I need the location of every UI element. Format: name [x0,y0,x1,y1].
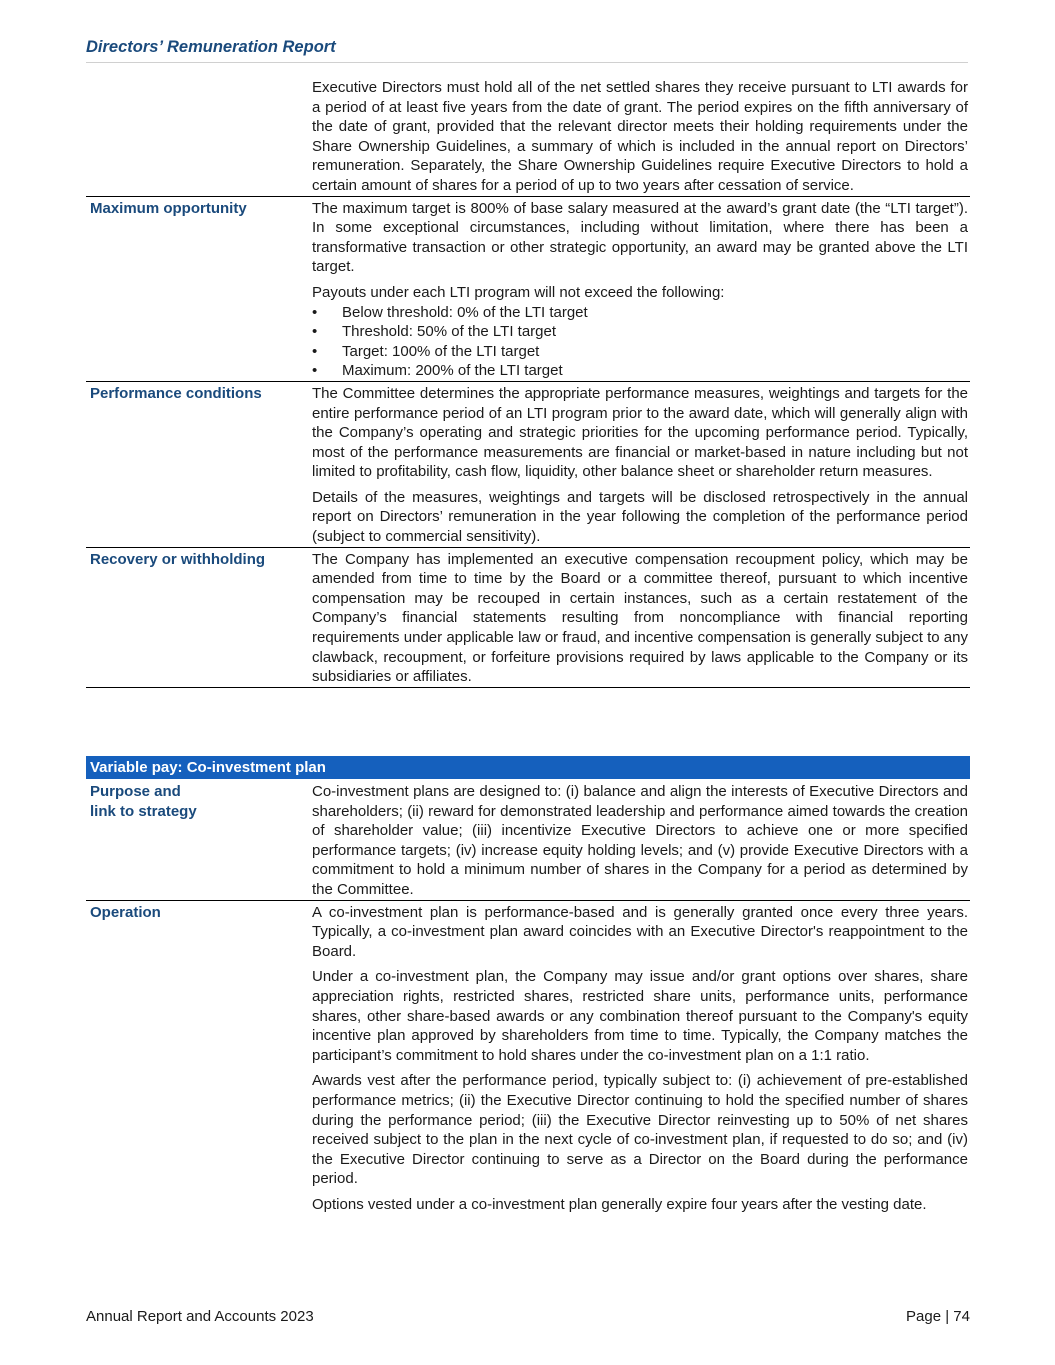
paragraph: Details of the measures, weightings and targets will be disclosed retrospectively in the annual report on Directors’ remuneration in the year following the completion of the performance period (subject to commercial sensitivity). [312,488,968,546]
row-content [312,903,968,1215]
row-content [312,782,968,900]
row-label: Maximum opportunity [90,199,247,217]
row-label-line: link to strategy [90,802,197,820]
paragraph: Under a co-investment plan, the Company may issue and/or grant options over shares, share appreciation rights, restricted shares, restricted share units, performance units, performance shares, other share-based awards or any combination thereof pursuant to the Company's equity incentive plan approved by shareholders from time to time. Typically, the Company matches the participant’s commitment to hold shares under the co-investment plan on a 1:1 ratio. [312,968,968,1064]
payout-list [312,303,968,381]
paragraph: A co-investment plan is performance-based and is generally granted once every three years. Typically, a co-investment plan award coincides with an Executive Director's reappointment to the Board. [312,903,968,960]
row-label [86,78,312,196]
list-item: • Maximum: 200% of the LTI target [312,361,968,381]
table-row [86,78,970,197]
paragraph: Awards vest after the performance period, typically subject to: (i) achievement of pre-established performance metrics; (ii) the Executive Director continuing to hold the specified number of shares during the performance period; (iii) the Executive Director reinvesting up to 50% of net shares received subject to the plan in the next cycle of co-investment plan, if requested to do so; and (iv) the Executive Director continuing to serve as a Director on the Board during the performance period. [312,1072,968,1188]
table-row [86,782,970,901]
table-row [86,548,970,688]
section-title: Variable pay: Co-investment plan [86,756,970,779]
row-label: Operation [90,903,161,921]
footer-report-title: Annual Report and Accounts 2023 [86,1308,314,1325]
row-content [312,384,968,547]
list-item: • Threshold: 50% of the LTI target [312,322,968,342]
table-row [86,197,970,382]
row-label-line: Purpose and [90,783,181,800]
row-content [312,199,968,381]
paragraph: Co-investment plans are designed to: (i) balance and align the interests of Executive Directors and shareholders; (ii) reward for demonstrated leadership and performance aimed towards the creation of shareholder value; (iii) incentivize Executive Directors to achieve one or more specified performance targets; (iv) increase equity holding levels; and (v) provide Executive Directors with a commitment to hold a minimum number of shares in the Company for a period as determined by the Committee. [312,783,968,898]
paragraph: The maximum target is 800% of base salary measured at the award’s grant date (the “LTI target”). In some exceptional circumstances, including without limitation, where there has been a transformative transaction or other strategic opportunity, an award may be granted above the LTI target. [312,199,968,276]
page-header-title: Directors’ Remuneration Report [86,38,968,63]
page-number: Page | 74 [906,1308,970,1325]
paragraph: Payouts under each LTI program will not exceed the following: [312,283,725,301]
paragraph: The Committee determines the appropriate performance measures, weightings and targets for the entire performance period of an LTI program prior to the award date, which will generally align with the Company’s operating and strategic priorities for the upcoming performance period. Typically, most of the performance measurements are financial or market-based in nature including but not limited to profitability, cash flow, liquidity, other balance sheet or shareholder return measures. [312,384,968,481]
paragraph: The Company has implemented an executive compensation recoupment policy, which may be amended from time to time by the Board or a committee thereof, pursuant to which incentive compensation may be recouped in certain instances, such as a certain restatement of the Company’s financial statements resulting from noncompliance with financial reporting requirements under applicable law or fraud, and incentive compensation is generally subject to any clawback, recoupment, or forfeiture provisions required by laws applicable to the Company or its subsidiaries or affiliates. [312,550,968,686]
co-investment-table [86,756,970,1214]
row-label: Performance conditions [90,384,262,402]
lti-policy-table [86,78,970,688]
row-label: Recovery or withholding [90,550,266,568]
list-item: • Target: 100% of the LTI target [312,342,968,362]
page-footer [86,1308,970,1325]
list-item: • Below threshold: 0% of the LTI target [312,303,968,323]
row-label [86,782,312,900]
table-row [86,901,970,1215]
row-content [312,78,968,196]
holding-period-text: Executive Directors must hold all of the net settled shares they receive pursuant to LTI awards for a period of at least five years from the date of grant. The period expires on the fifth anniversary of the date of grant, provided that the relevant director meets their holding requirements under the Share Ownership Guidelines, a summary of which is included in the annual report on Directors’ remuneration. Separately, the Share Ownership Guidelines require Executive Directors to hold a certain amount of shares for a period of up to two years after cessation of service. [312,79,968,194]
paragraph: Options vested under a co-investment plan generally expire four years after the vesting date. [312,1195,927,1213]
table-row [86,382,970,548]
row-content [312,550,968,687]
